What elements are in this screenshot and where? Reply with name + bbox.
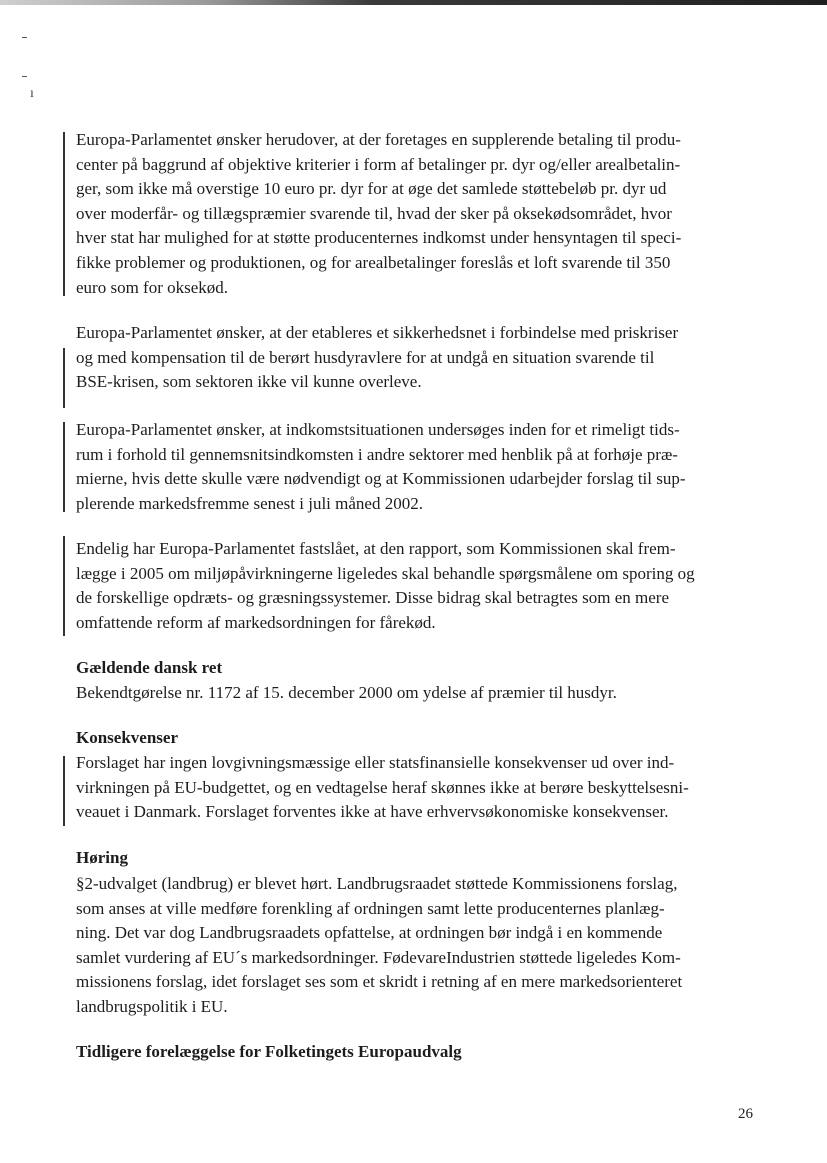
text-line: Endelig har Europa-Parlamentet fastslået, at den rapport, som Kommissionen skal frem- xyxy=(76,539,676,558)
section-heading: Høring xyxy=(76,848,128,867)
text-line: Europa-Parlamentet ønsker herudover, at der foretages en supplerende betaling til produ- xyxy=(76,130,681,149)
text-line: omfattende reform af markedsordningen for fårekød. xyxy=(76,612,436,632)
change-bar xyxy=(63,756,65,826)
paragraph-1 xyxy=(76,128,756,300)
text-line: BSE-krisen, som sektoren ikke vil kunne overleve. xyxy=(76,372,422,392)
section-body xyxy=(76,751,756,825)
text-line: euro som for oksekød. xyxy=(76,277,229,297)
section-heading: Gældende dansk ret xyxy=(76,658,223,677)
text-line: lægge i 2005 om miljøpåvirkningerne ligeledes skal behandle spørgsmålene om sporing og xyxy=(76,563,695,583)
text-line: fikke problemer og produktionen, og for arealbetalinger foreslås et loft svarende til 350 xyxy=(76,252,671,272)
change-bar xyxy=(63,536,65,636)
text-line: center på baggrund af objektive kriterier i form af betalinger pr. dyr og/eller arealbetalin- xyxy=(76,154,681,174)
text-line: samlet vurdering af EU´s markedsordninger. FødevareIndustrien støttede ligeledes Kom- xyxy=(76,947,681,967)
text-line: plerende markedsfremme senest i juli måned 2002. xyxy=(76,493,423,513)
text-line: ger, som ikke må overstige 10 euro pr. dyr for at øge det samlede støttebeløb pr. dyr ud xyxy=(76,179,667,199)
margin-mark: ı xyxy=(30,86,34,101)
text-line: hver stat har mulighed for at støtte producenternes indkomst under hensyntagen til speci- xyxy=(76,228,682,248)
text-line: de forskellige opdræts- og græsningssystemer. Disse bidrag skal betragtes som en mere xyxy=(76,588,669,608)
text-line: Bekendtgørelse nr. 1172 af 15. december 2000 om ydelse af præmier til husdyr. xyxy=(76,683,617,702)
scan-top-rule xyxy=(0,0,827,5)
text-line: Europa-Parlamentet ønsker, at der etableres et sikkerhedsnet i forbindelse med priskriser xyxy=(76,323,679,342)
text-line: over moderfår- og tillægspræmier svarende til, hvad der sker på oksekødsområdet, hvor xyxy=(76,203,672,223)
paragraph-4 xyxy=(76,537,756,635)
section-heading: Tidligere forelæggelse for Folketingets Europaudvalg xyxy=(76,1042,462,1061)
paragraph-3 xyxy=(76,418,756,516)
change-bar xyxy=(63,422,65,512)
text-line: rum i forhold til gennemsnitsindkomsten i andre sektorer med henblik på at forhøje præ- xyxy=(76,444,678,464)
text-line: som anses at ville medføre forenkling af ordningen samt lette producenternes planlæg- xyxy=(76,898,665,918)
text-line: veauet i Danmark. Forslaget forventes ikke at have erhvervsøkonomiske konsekvenser. xyxy=(76,802,669,822)
text-line: §2-udvalget (landbrug) er blevet hørt. Landbrugsraadet støttede Kommissionens forslag, xyxy=(76,874,678,893)
change-bar xyxy=(63,132,65,296)
paragraph-2 xyxy=(76,321,756,395)
section-heading: Konsekvenser xyxy=(76,728,178,747)
text-line: og med kompensation til de berørt husdyravlere for at undgå en situation svarende til xyxy=(76,347,655,367)
margin-mark xyxy=(22,76,27,77)
change-bar xyxy=(63,348,65,408)
section-body xyxy=(76,681,756,706)
text-line: missionens forslag, idet forslaget ses som et skridt i retning af en mere markedsorienteret xyxy=(76,972,683,992)
text-line: virkningen på EU-budgettet, og en vedtagelse heraf skønnes ikke at berøre beskyttelsesni- xyxy=(76,777,689,797)
margin-mark xyxy=(22,37,27,38)
text-line: Europa-Parlamentet ønsker, at indkomstsituationen undersøges inden for et rimeligt tids- xyxy=(76,420,680,439)
text-line: ning. Det var dog Landbrugsraadets opfattelse, at ordningen bør indgå i en kommende xyxy=(76,923,663,943)
text-line: mierne, hvis dette skulle være nødvendigt og at Kommissionen udarbejder forslag til sup- xyxy=(76,469,686,489)
text-line: landbrugspolitik i EU. xyxy=(76,996,228,1016)
page-number: 26 xyxy=(738,1106,753,1122)
section-body xyxy=(76,872,756,1020)
text-line: Forslaget har ingen lovgivningsmæssige eller statsfinansielle konsekvenser ud over ind- xyxy=(76,753,675,772)
